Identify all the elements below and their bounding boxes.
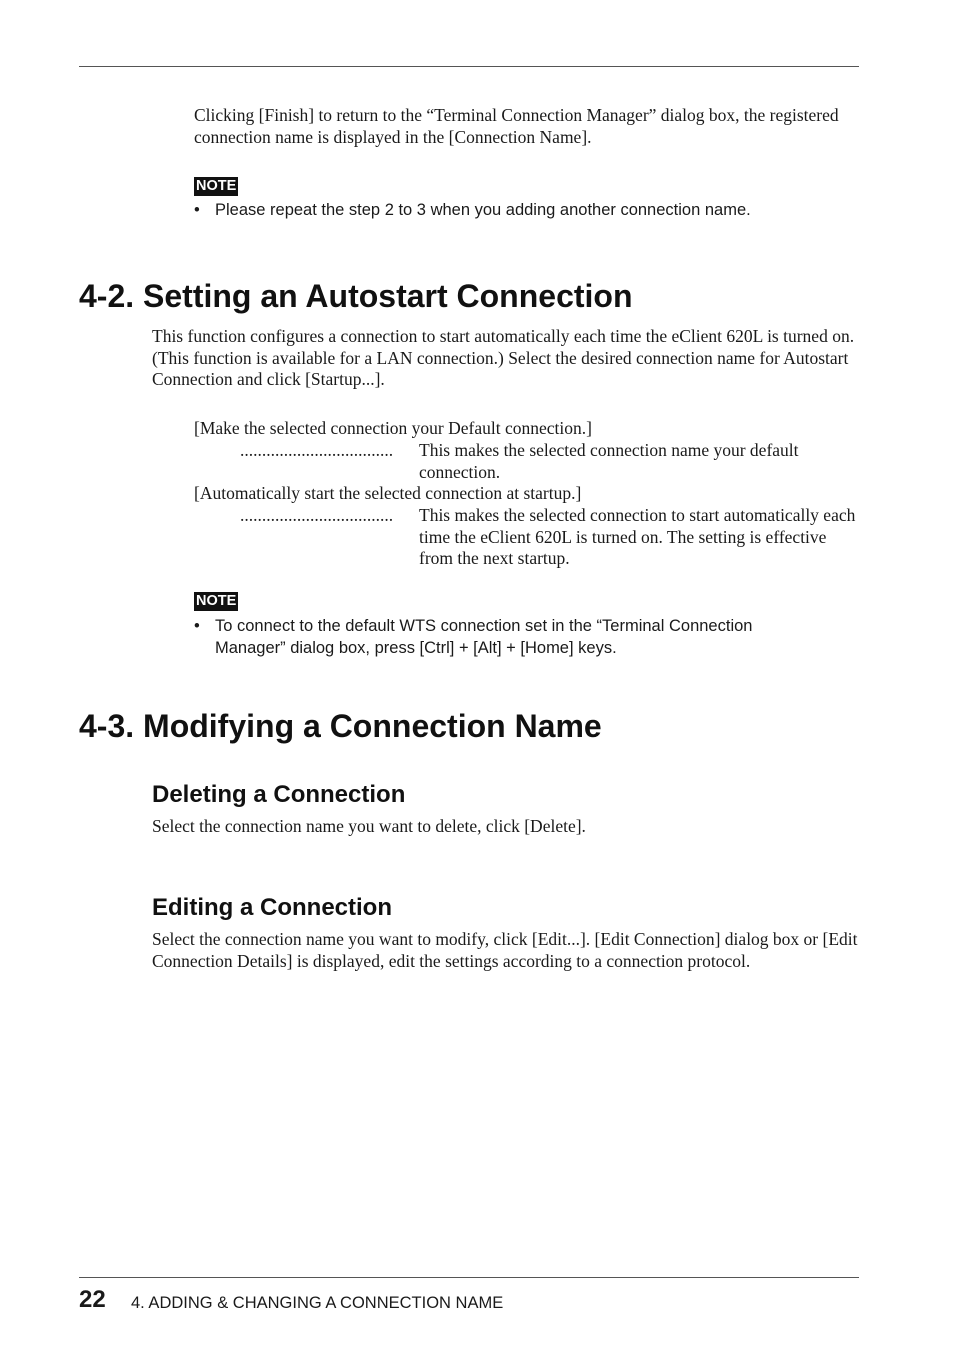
bullet-dot-icon: • <box>194 617 200 635</box>
editing-heading: Editing a Connection <box>152 894 392 921</box>
option-1-leader: ................................... <box>240 440 394 460</box>
section-4-2-heading: 4-2. Setting an Autostart Connection <box>79 278 633 314</box>
note-2-text: To connect to the default WTS connection set in the “Terminal Connection Manager” dialog box, press [Ctrl] + [Alt] + [Home] keys. <box>215 617 753 657</box>
option-2-description: This makes the selected connection to start automatically each time the eClient 620L is turned on. The setting is effective from the next startup. <box>419 505 856 569</box>
bullet-dot-icon: • <box>194 201 200 219</box>
note-1-text: Please repeat the step 2 to 3 when you adding another connection name. <box>215 201 751 219</box>
option-1-label: [Make the selected connection your Default connection.] <box>194 418 592 438</box>
deleting-heading: Deleting a Connection <box>152 781 406 808</box>
note-badge-1: NOTE <box>196 178 237 194</box>
editing-paragraph: Select the connection name you want to modify, click [Edit...]. [Edit Connection] dialog box or [Edit Connection Details] is displayed, edit the settings according to a connection protocol. <box>152 929 858 971</box>
note-2-bullet <box>194 615 824 659</box>
option-2-leader: ................................... <box>240 505 394 525</box>
intro-paragraph: Clicking [Finish] to return to the “Terminal Connection Manager” dialog box, the registered connection name is displayed in the [Connection Name]. <box>194 105 839 147</box>
option-1-description: This makes the selected connection name your default connection. <box>419 440 799 482</box>
footer-rule <box>79 1277 859 1278</box>
note-1-bullet <box>194 199 844 221</box>
page-number: 22 <box>79 1286 106 1313</box>
footer-chapter-title: 4. ADDING & CHANGING A CONNECTION NAME <box>131 1294 504 1312</box>
section-4-2-paragraph: This function configures a connection to start automatically each time the eClient 620L is turned on. (This function is available for a LAN connection.) Select the desired connection name for Autostart Connection and click [Startup...]. <box>152 326 855 390</box>
section-4-3-heading: 4-3. Modifying a Connection Name <box>79 708 602 744</box>
deleting-paragraph: Select the connection name you want to delete, click [Delete]. <box>152 816 586 836</box>
option-2-label: [Automatically start the selected connection at startup.] <box>194 483 582 503</box>
note-badge-2: NOTE <box>196 593 237 609</box>
header-rule <box>79 66 859 67</box>
